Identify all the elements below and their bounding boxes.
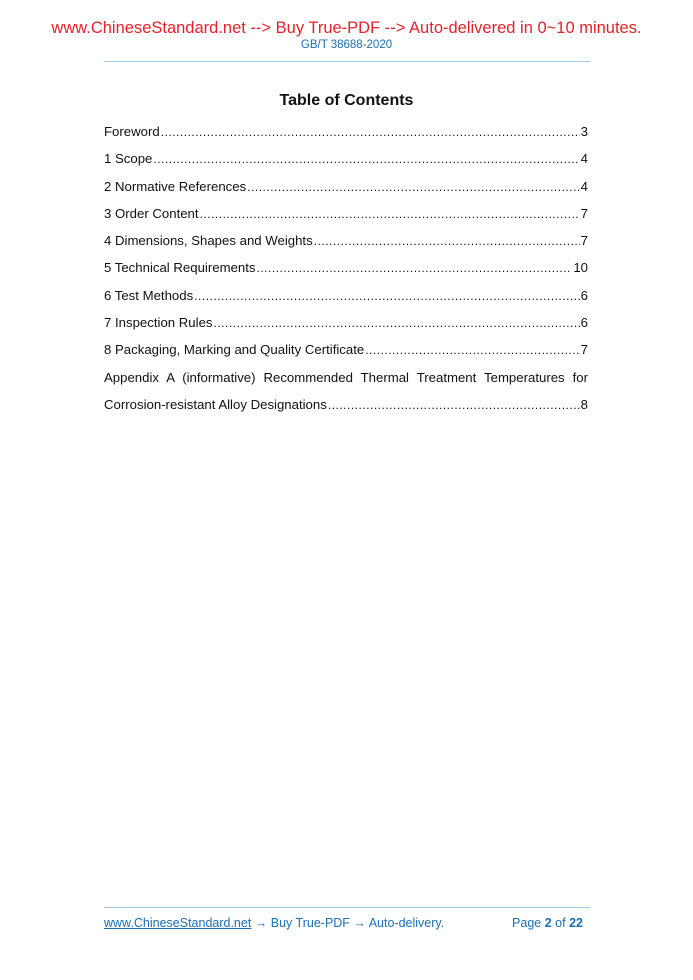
toc-entry-page: 8 xyxy=(580,396,588,412)
toc-entry-label: Appendix A (informative) Recommended Thermal Treatment Temperatures for xyxy=(104,369,588,385)
toc-entry-page: 6 xyxy=(580,315,588,331)
toc-entry-inspection-rules[interactable] xyxy=(104,312,588,339)
toc-entry-label: 1 Scope xyxy=(104,151,153,167)
toc-entry-packaging[interactable] xyxy=(104,339,588,366)
document-code: GB/T 38688-2020 xyxy=(300,39,393,51)
toc-dot-leader xyxy=(153,149,579,170)
toc-dot-leader xyxy=(194,286,579,307)
toc-dot-leader xyxy=(314,231,580,252)
page-word: Page xyxy=(512,916,542,930)
toc-dot-leader xyxy=(257,258,573,279)
toc-entry-page: 7 xyxy=(580,233,588,249)
toc-dot-leader xyxy=(365,340,579,361)
toc-entry-label: 2 Normative References xyxy=(104,178,247,194)
toc-entry-page: 3 xyxy=(580,124,588,139)
footer-url[interactable]: www.ChineseStandard.net xyxy=(104,916,252,930)
toc-entry-label: 8 Packaging, Marking and Quality Certificate xyxy=(104,342,365,358)
toc-dot-leader xyxy=(328,395,580,416)
page-total: 22 xyxy=(569,916,583,930)
toc-entry-label: 3 Order Content xyxy=(104,205,199,221)
toc-entry-label: Corrosion-resistant Alloy Designations xyxy=(104,396,327,412)
toc-entry-page: 10 xyxy=(573,260,588,276)
site-banner[interactable]: www.ChineseStandard.net --> Buy True-PDF --> Auto-delivered in 0~10 minutes. xyxy=(51,19,642,37)
toc-entry-label: 6 Test Methods xyxy=(104,287,194,303)
toc-title: Table of Contents xyxy=(279,92,414,109)
toc-entry-order-content[interactable] xyxy=(104,203,588,230)
toc-entry-dimensions[interactable] xyxy=(104,230,588,257)
toc-entry-label: Foreword xyxy=(104,124,160,139)
toc-entry-page: 7 xyxy=(580,205,588,221)
toc-entry-label: 7 Inspection Rules xyxy=(104,315,213,331)
toc-dot-leader xyxy=(200,204,580,225)
toc-entry-scope[interactable] xyxy=(104,148,588,175)
toc-entry-normative-references[interactable] xyxy=(104,176,588,203)
toc-entry-page: 6 xyxy=(580,287,588,303)
footer-divider xyxy=(104,907,590,908)
footer-link[interactable] xyxy=(104,915,444,931)
toc-entry-test-methods[interactable] xyxy=(104,285,588,312)
toc-entry-appendix-a-continued[interactable] xyxy=(104,394,588,421)
toc-dot-leader xyxy=(161,122,580,143)
toc-entry-page: 4 xyxy=(580,151,588,167)
toc-list xyxy=(104,121,588,421)
toc-entry-appendix-a[interactable] xyxy=(104,367,588,394)
page-current: 2 xyxy=(544,916,552,930)
toc-entry-page: 7 xyxy=(580,342,588,358)
toc-entry-label: 4 Dimensions, Shapes and Weights xyxy=(104,233,313,249)
page-of: of xyxy=(555,916,566,930)
toc-dot-leader xyxy=(214,313,580,334)
toc-dot-leader xyxy=(247,177,579,198)
toc-entry-page: 4 xyxy=(580,178,588,194)
toc-entry-technical-requirements[interactable] xyxy=(104,257,588,284)
toc-entry-label: 5 Technical Requirements xyxy=(104,260,256,276)
header-divider xyxy=(104,61,590,62)
footer-link-text: → Buy True-PDF → Auto-delivery. xyxy=(251,916,445,930)
toc-entry-foreword[interactable] xyxy=(104,121,588,148)
page-indicator xyxy=(512,915,583,931)
